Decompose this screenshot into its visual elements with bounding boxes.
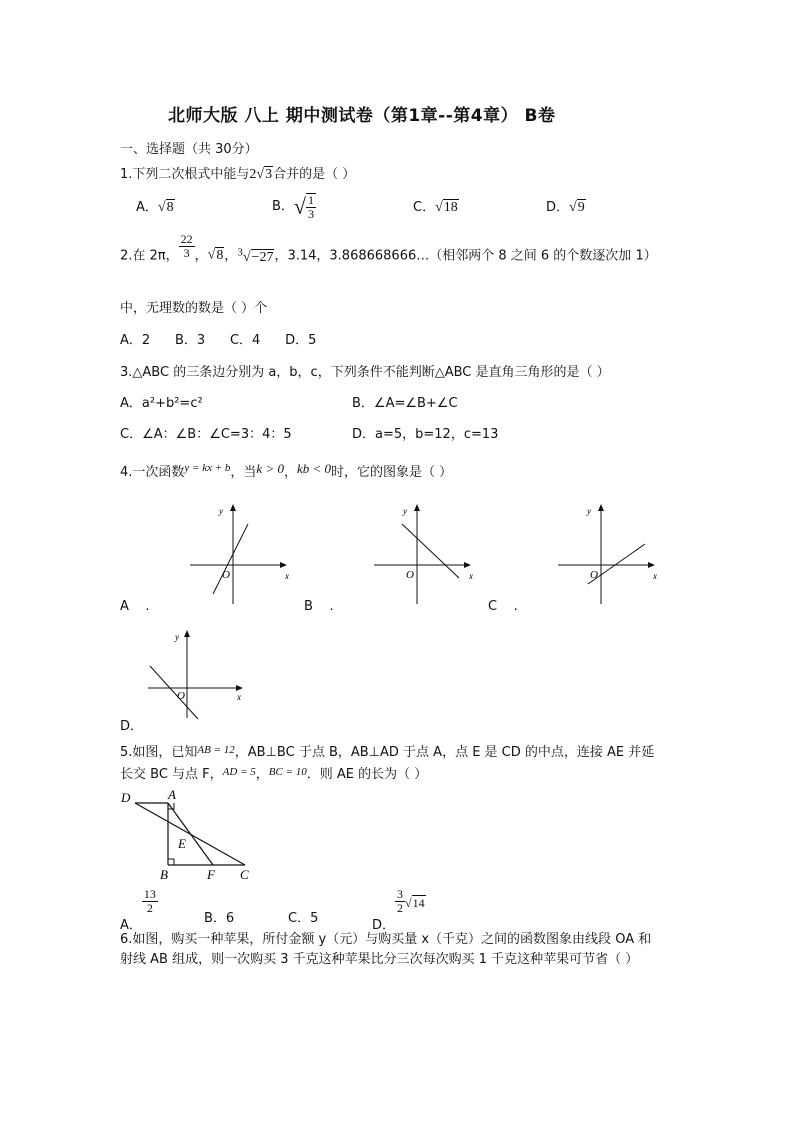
q1-radicand: 3 bbox=[265, 167, 273, 182]
x-axis-label: x bbox=[237, 692, 241, 702]
q1-option-b-fraction bbox=[306, 193, 316, 220]
q1-option-b[interactable]: B．√ $\frac{1}{3}$ bbox=[272, 193, 314, 221]
x-axis-label: x bbox=[469, 571, 473, 581]
q4-label-b[interactable]: B . bbox=[304, 599, 334, 614]
y-axis-label: y bbox=[403, 506, 407, 516]
q4-text-b: ，当 bbox=[230, 465, 257, 480]
q5-text-b: ，AB⊥BC 于点 B，AB⊥AD 于点 A，点 E 是 CD 的中点，连接 AE 并延 bbox=[234, 745, 655, 760]
y-axis-label: y bbox=[219, 506, 223, 516]
section-heading: 一、选择题（共 30分） bbox=[120, 142, 258, 157]
q2-fraction bbox=[179, 233, 195, 259]
x-axis-arrow-icon bbox=[280, 562, 287, 568]
q1-option-d-label: D． bbox=[546, 200, 570, 215]
q2-cube-index: 3 bbox=[237, 245, 243, 258]
q5-option-b[interactable]: B．6 bbox=[204, 911, 235, 926]
q1-stem-b: 合并的是（ ） bbox=[273, 167, 356, 182]
q4-text-d: 时，它的图象是（ ） bbox=[331, 465, 453, 480]
question-2-stem: 2.在 2π， $\frac{22}{3}$ ，√8，$^3$√−27，3.14，3.868668666…（相邻两个 8 之间 6 的个数逐次加 1） bbox=[120, 232, 657, 265]
origin-label: O bbox=[406, 569, 414, 581]
q5-option-d[interactable]: D． $\frac{3}{2}$ √14 bbox=[372, 887, 425, 933]
origin-label: O bbox=[222, 569, 230, 581]
q1-option-b-num: 1 bbox=[308, 193, 314, 207]
q5-figure bbox=[118, 786, 260, 884]
q1-option-b-label: B． bbox=[272, 199, 294, 215]
q4-label-a[interactable]: A . bbox=[120, 599, 150, 614]
question-6-line-2: 射线 AB 组成，则一次购买 3 千克这种苹果比分三次每次购买 1 千克这种苹果可节省（ ） bbox=[120, 952, 639, 967]
point-d-label: D bbox=[121, 790, 131, 805]
q2-line-2: 中，无理数的数是（ ）个 bbox=[120, 301, 268, 316]
x-axis-arrow-icon bbox=[236, 685, 243, 691]
segment-af bbox=[168, 803, 213, 865]
q5-option-a-fraction bbox=[142, 888, 158, 914]
q4-function: y = kx + b bbox=[184, 462, 231, 474]
q4-label-d[interactable]: D． bbox=[120, 719, 144, 734]
q5-option-d-label: D． bbox=[372, 917, 396, 933]
y-axis-arrow-icon bbox=[414, 504, 420, 511]
q5-option-d-fraction bbox=[395, 888, 405, 914]
q1-option-d-radicand: 9 bbox=[577, 200, 585, 215]
q4-graph-c[interactable] bbox=[556, 502, 666, 608]
right-angle-b-icon bbox=[168, 859, 174, 865]
q5-option-a[interactable] bbox=[120, 887, 158, 933]
q4-graph-a[interactable] bbox=[188, 502, 298, 608]
x-axis-label: x bbox=[285, 571, 289, 581]
question-4-stem bbox=[120, 461, 453, 480]
origin-label: O bbox=[177, 690, 185, 702]
q1-option-b-den: 3 bbox=[308, 206, 314, 221]
q3-option-c[interactable]: C．∠A：∠B：∠C=3：4：5 bbox=[120, 427, 292, 442]
question-3-stem: 3.△ABC 的三条边分别为 a，b，c，下列条件不能判断△ABC 是直角三角形的是（ ） bbox=[120, 365, 610, 380]
question-6-line-1: 6.如图，购买一种苹果，所付金额 y（元）与购买量 x（千克）之间的函数图象由线段 OA 和 bbox=[120, 932, 652, 947]
q5-text-a: 5.如图，已知 bbox=[120, 745, 198, 760]
q1-option-c[interactable]: C．√18 bbox=[413, 200, 458, 215]
q4-text-a: 4.一次函数 bbox=[120, 465, 185, 480]
q4-graph-d[interactable] bbox=[144, 628, 254, 722]
q1-option-d[interactable]: D．√9 bbox=[546, 200, 585, 215]
point-a-label: A bbox=[168, 787, 176, 802]
y-axis-arrow-icon bbox=[598, 504, 604, 511]
question-5-line-2 bbox=[120, 768, 427, 781]
q5-option-a-num: 13 bbox=[143, 887, 156, 901]
point-e-label: E bbox=[178, 836, 186, 851]
q3-option-d[interactable]: D．a=5，b=12，c=13 bbox=[352, 427, 499, 442]
origin-label: O bbox=[590, 569, 598, 581]
q5-text-c: 长交 BC 与点 F， bbox=[120, 767, 223, 782]
q1-radical: 2√3 bbox=[249, 167, 273, 182]
x-axis-arrow-icon bbox=[648, 562, 655, 568]
page-title: 北师大版 八上 期中测试卷（第1章--第4章） B卷 bbox=[168, 106, 556, 126]
function-line bbox=[213, 524, 248, 594]
q5-option-d-num: 3 bbox=[397, 887, 404, 901]
q3-option-a[interactable]: A．a²+b²=c² bbox=[120, 396, 203, 411]
q4-text-c: ， bbox=[283, 465, 297, 480]
q2-frac-den: 3 bbox=[183, 245, 190, 260]
function-line bbox=[150, 666, 198, 719]
q5-text-d: ．则 AE 的长为（ ） bbox=[306, 767, 428, 782]
q2-sqrt-radicand: 8 bbox=[216, 247, 224, 263]
q2-text-d: ，3.14，3.868668666…（相邻两个 8 之间 6 的个数逐次加 1） bbox=[274, 248, 657, 264]
q5-sep: ， bbox=[255, 767, 269, 782]
y-axis-label: y bbox=[175, 632, 179, 642]
x-axis-label: x bbox=[653, 571, 657, 581]
q2-cube-radicand: −27 bbox=[251, 249, 274, 265]
question-1-stem bbox=[120, 168, 355, 182]
q5-option-a-den: 2 bbox=[146, 900, 153, 915]
q5-option-d-den: 2 bbox=[397, 900, 404, 915]
point-b-label: B bbox=[160, 867, 168, 882]
q1-coef: 2 bbox=[249, 167, 257, 182]
q1-stem-a: 1.下列二次根式中能与 bbox=[120, 167, 250, 182]
x-axis-arrow-icon bbox=[464, 562, 471, 568]
q2-text-b: ， bbox=[194, 248, 208, 264]
q1-option-a-radicand: 8 bbox=[166, 200, 174, 215]
point-c-label: C bbox=[240, 867, 249, 882]
q1-option-c-radicand: 18 bbox=[443, 200, 458, 215]
q1-option-a-label: A． bbox=[136, 200, 158, 215]
y-axis-label: y bbox=[587, 506, 591, 516]
q4-label-c[interactable]: C . bbox=[488, 599, 518, 614]
q5-ab-eq: AB = 12 bbox=[197, 744, 235, 756]
q4-graph-b[interactable] bbox=[372, 502, 482, 608]
y-axis-arrow-icon bbox=[184, 630, 190, 637]
question-5-line-1 bbox=[120, 746, 654, 759]
q1-option-c-label: C． bbox=[413, 200, 436, 215]
q2-text-a: 2.在 2π， bbox=[120, 248, 179, 264]
q2-frac-num: 22 bbox=[180, 232, 193, 246]
q2-text-c: ， bbox=[224, 248, 238, 264]
q5-option-d-radicand: 14 bbox=[412, 895, 425, 910]
q5-option-a-label: A． bbox=[120, 917, 142, 933]
y-axis-arrow-icon bbox=[230, 504, 236, 511]
q2-options[interactable]: A．2 B．3 C．4 D．5 bbox=[120, 333, 317, 348]
q1-option-a[interactable]: A．√8 bbox=[136, 200, 174, 215]
q4-condition-1: k > 0 bbox=[256, 461, 284, 476]
q4-condition-2: kb < 0 bbox=[296, 461, 332, 476]
q5-option-c[interactable]: C．5 bbox=[288, 911, 319, 926]
point-f-label: F bbox=[207, 867, 215, 882]
q3-option-b[interactable]: B．∠A=∠B+∠C bbox=[352, 396, 458, 411]
q5-bc-eq: BC = 10 bbox=[268, 766, 307, 778]
q5-ad-eq: AD = 5 bbox=[222, 766, 256, 778]
